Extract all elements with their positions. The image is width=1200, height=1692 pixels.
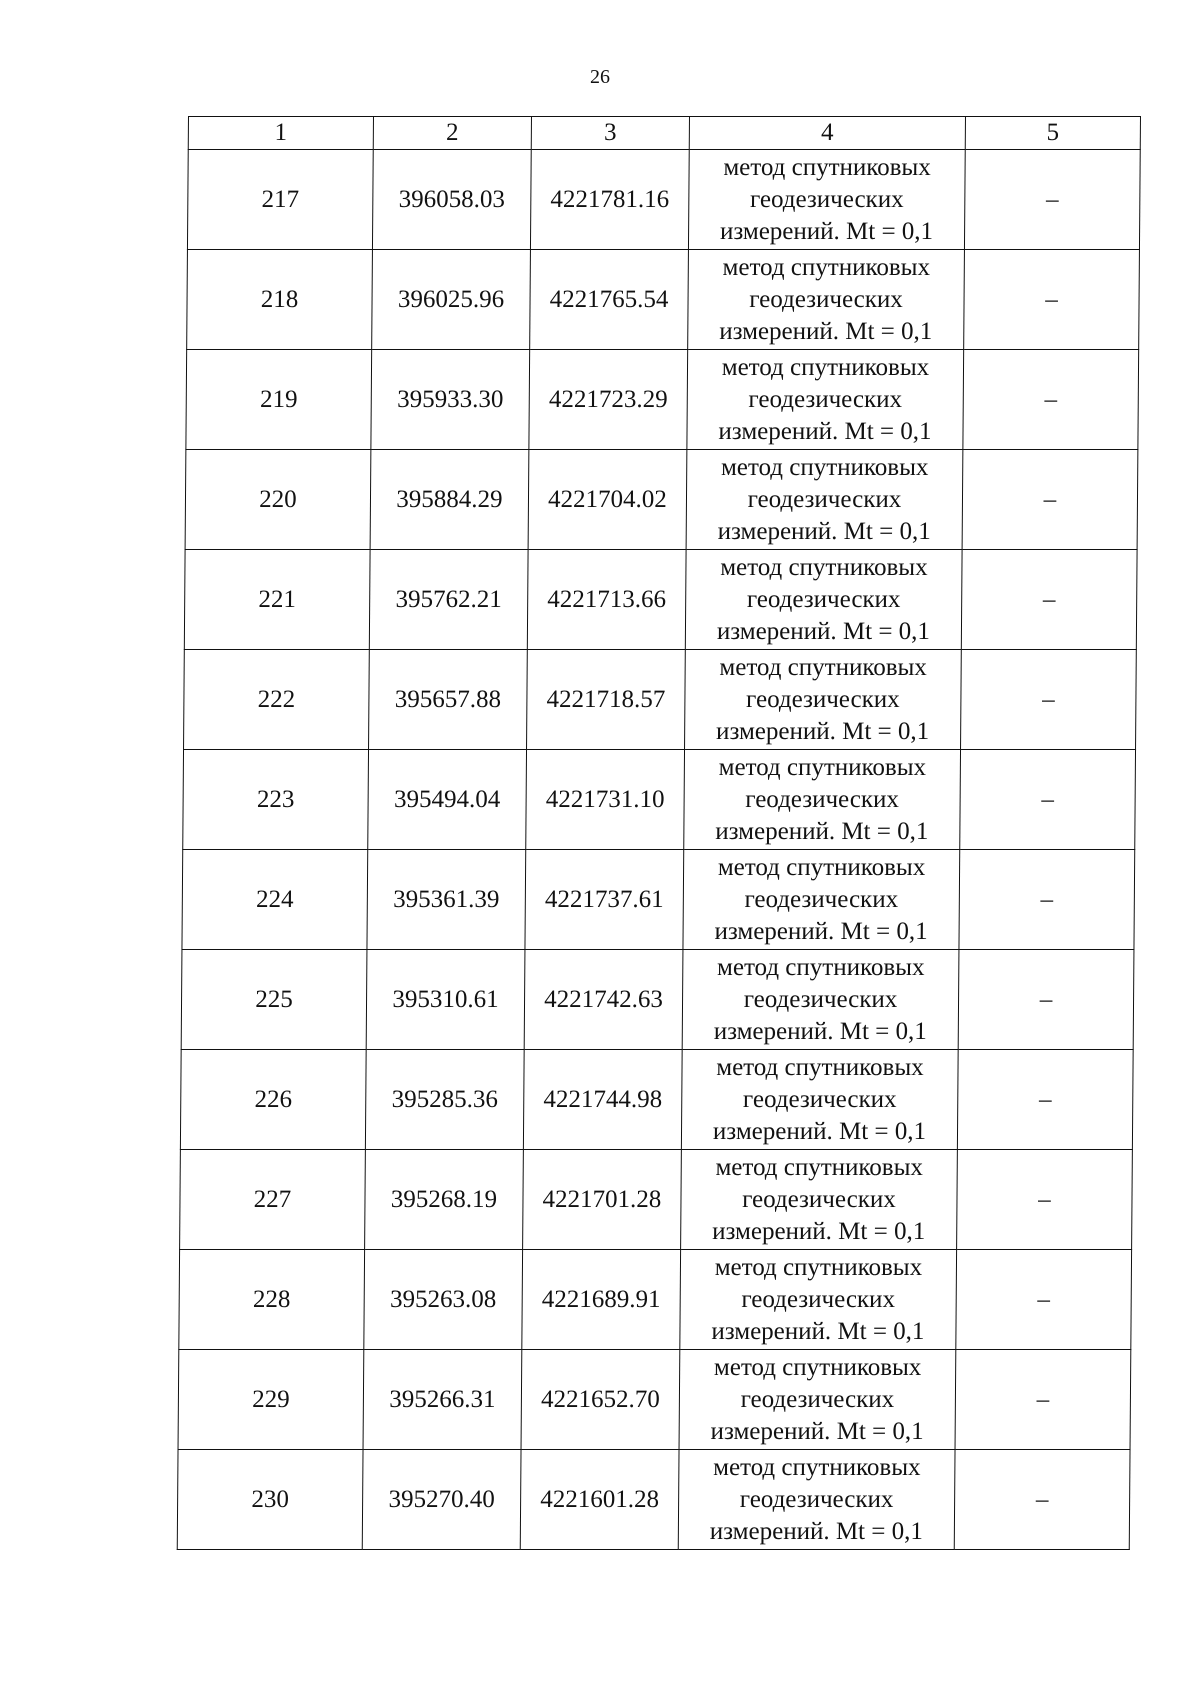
method-line: геодезических: [746, 585, 901, 613]
y-coordinate-cell: 4221689.91: [522, 1250, 681, 1350]
method-line: геодезических: [749, 185, 904, 213]
method-cell: [686, 450, 963, 550]
method-line: измерений. Mt = 0,1: [713, 1017, 927, 1045]
method-cell: [681, 1150, 958, 1250]
table-row: [177, 1450, 1130, 1550]
point-number-cell: 229: [178, 1350, 364, 1450]
method-line: метод спутниковых: [713, 1453, 921, 1481]
method-line: метод спутниковых: [716, 1053, 924, 1081]
method-cell: [687, 350, 964, 450]
x-coordinate-cell: 396025.96: [372, 250, 531, 350]
x-coordinate-cell: 395762.21: [369, 550, 528, 650]
table-row: [178, 1350, 1131, 1450]
y-coordinate-cell: 4221737.61: [525, 850, 684, 950]
table-header-row: [188, 117, 1140, 150]
y-coordinate-cell: 4221744.98: [523, 1050, 682, 1150]
method-line: измерений. Mt = 0,1: [717, 517, 931, 545]
x-coordinate-cell: 395285.36: [365, 1050, 524, 1150]
method-line: метод спутниковых: [715, 1153, 924, 1181]
point-number-cell: 225: [181, 950, 367, 1050]
method-line: метод спутниковых: [722, 253, 931, 281]
method-line: геодезических: [745, 785, 900, 813]
point-number-cell: 219: [186, 350, 372, 450]
coordinates-table: [177, 116, 1141, 1550]
y-coordinate-cell: 4221704.02: [528, 450, 687, 550]
method-cell: [683, 850, 960, 950]
method-line: геодезических: [742, 1185, 896, 1213]
method-line: метод спутниковых: [718, 753, 927, 781]
note-cell: –: [963, 350, 1139, 450]
note-cell: –: [964, 150, 1140, 250]
method-line: метод спутниковых: [717, 953, 925, 981]
point-number-cell: 222: [184, 650, 370, 750]
method-line: геодезических: [742, 1085, 897, 1113]
table-row: [181, 950, 1134, 1050]
method-line: измерений. Mt = 0,1: [719, 217, 934, 245]
table-row: [180, 1050, 1133, 1150]
method-cell: [682, 950, 959, 1050]
method-line: геодезических: [747, 485, 902, 513]
page-number: 26: [590, 66, 610, 88]
table-row: [184, 650, 1137, 750]
point-number-cell: 220: [185, 450, 371, 550]
y-coordinate-cell: 4221781.16: [530, 150, 689, 250]
note-cell: –: [964, 250, 1140, 350]
column-header-4: 4: [689, 117, 965, 150]
method-cell: [688, 150, 965, 250]
method-line: геодезических: [749, 285, 903, 313]
point-number-cell: 224: [182, 850, 368, 950]
method-line: геодезических: [743, 985, 898, 1013]
table-row: [179, 1250, 1132, 1350]
point-number-cell: 228: [179, 1250, 365, 1350]
y-coordinate-cell: 4221723.29: [529, 350, 688, 450]
method-line: метод спутниковых: [713, 1353, 922, 1381]
note-cell: –: [961, 650, 1137, 750]
point-number-cell: 218: [187, 250, 373, 350]
method-cell: [681, 1050, 958, 1150]
method-line: измерений. Mt = 0,1: [718, 417, 932, 445]
point-number-cell: 230: [177, 1450, 363, 1550]
column-header-3: 3: [531, 117, 689, 150]
method-line: измерений. Mt = 0,1: [716, 717, 930, 745]
method-line: геодезических: [744, 885, 899, 913]
y-coordinate-cell: 4221742.63: [524, 950, 683, 1050]
y-coordinate-cell: 4221731.10: [526, 750, 685, 850]
table-row: [187, 150, 1140, 250]
method-line: измерений. Mt = 0,1: [712, 1217, 926, 1245]
method-line: измерений. Mt = 0,1: [715, 817, 929, 845]
method-cell: [684, 750, 961, 850]
method-line: метод спутниковых: [723, 153, 931, 181]
method-line: метод спутниковых: [721, 353, 930, 381]
y-coordinate-cell: 4221713.66: [527, 550, 686, 650]
method-line: метод спутниковых: [719, 653, 927, 681]
table-row: [182, 850, 1135, 950]
x-coordinate-cell: 395266.31: [363, 1350, 522, 1450]
column-header-5: 5: [965, 117, 1140, 150]
note-cell: –: [958, 950, 1134, 1050]
method-cell: [688, 250, 965, 350]
method-line: измерений. Mt = 0,1: [709, 1517, 924, 1545]
y-coordinate-cell: 4221718.57: [527, 650, 686, 750]
method-line: измерений. Mt = 0,1: [714, 917, 928, 945]
note-cell: –: [962, 450, 1138, 550]
note-cell: –: [955, 1350, 1131, 1450]
method-line: измерений. Mt = 0,1: [712, 1117, 927, 1145]
x-coordinate-cell: 395933.30: [371, 350, 530, 450]
point-number-cell: 226: [180, 1050, 366, 1150]
x-coordinate-cell: 395268.19: [365, 1150, 524, 1250]
x-coordinate-cell: 395494.04: [368, 750, 527, 850]
method-line: измерений. Mt = 0,1: [719, 317, 933, 345]
table-row: [186, 350, 1139, 450]
point-number-cell: 221: [184, 550, 370, 650]
y-coordinate-cell: 4221765.54: [530, 250, 689, 350]
note-cell: –: [957, 1050, 1133, 1150]
method-line: геодезических: [741, 1285, 896, 1313]
x-coordinate-cell: 395657.88: [369, 650, 528, 750]
y-coordinate-cell: 4221701.28: [523, 1150, 682, 1250]
x-coordinate-cell: 395310.61: [366, 950, 525, 1050]
point-number-cell: 217: [187, 150, 373, 250]
method-line: метод спутниковых: [717, 853, 926, 881]
column-header-2: 2: [373, 117, 531, 150]
note-cell: –: [954, 1450, 1130, 1550]
y-coordinate-cell: 4221601.28: [520, 1450, 679, 1550]
method-line: измерений. Mt = 0,1: [711, 1317, 925, 1345]
point-number-cell: 227: [180, 1150, 366, 1250]
x-coordinate-cell: 395884.29: [370, 450, 529, 550]
method-line: метод спутниковых: [714, 1253, 923, 1281]
y-coordinate-cell: 4221652.70: [521, 1350, 680, 1450]
method-line: метод спутниковых: [720, 453, 929, 481]
method-line: геодезических: [748, 385, 903, 413]
note-cell: –: [956, 1250, 1132, 1350]
table-body: [177, 150, 1140, 1550]
method-line: измерений. Mt = 0,1: [710, 1417, 924, 1445]
x-coordinate-cell: 395270.40: [362, 1450, 521, 1550]
method-cell: [678, 1450, 955, 1550]
note-cell: –: [960, 750, 1136, 850]
table-row: [185, 450, 1138, 550]
method-cell: [680, 1250, 957, 1350]
table-row: [183, 750, 1136, 850]
table-row: [180, 1150, 1133, 1250]
method-line: измерений. Mt = 0,1: [716, 617, 931, 645]
x-coordinate-cell: 395263.08: [364, 1250, 523, 1350]
method-line: геодезических: [740, 1385, 895, 1413]
x-coordinate-cell: 396058.03: [372, 150, 531, 250]
note-cell: –: [957, 1150, 1133, 1250]
method-cell: [685, 550, 962, 650]
method-line: геодезических: [739, 1485, 894, 1513]
note-cell: –: [959, 850, 1135, 950]
x-coordinate-cell: 395361.39: [367, 850, 526, 950]
method-cell: [679, 1350, 956, 1450]
table-row: [187, 250, 1140, 350]
column-header-1: 1: [188, 117, 373, 150]
note-cell: –: [961, 550, 1137, 650]
point-number-cell: 223: [183, 750, 369, 850]
method-line: метод спутниковых: [720, 553, 928, 581]
table-row: [184, 550, 1137, 650]
method-line: геодезических: [746, 685, 900, 713]
method-cell: [685, 650, 962, 750]
